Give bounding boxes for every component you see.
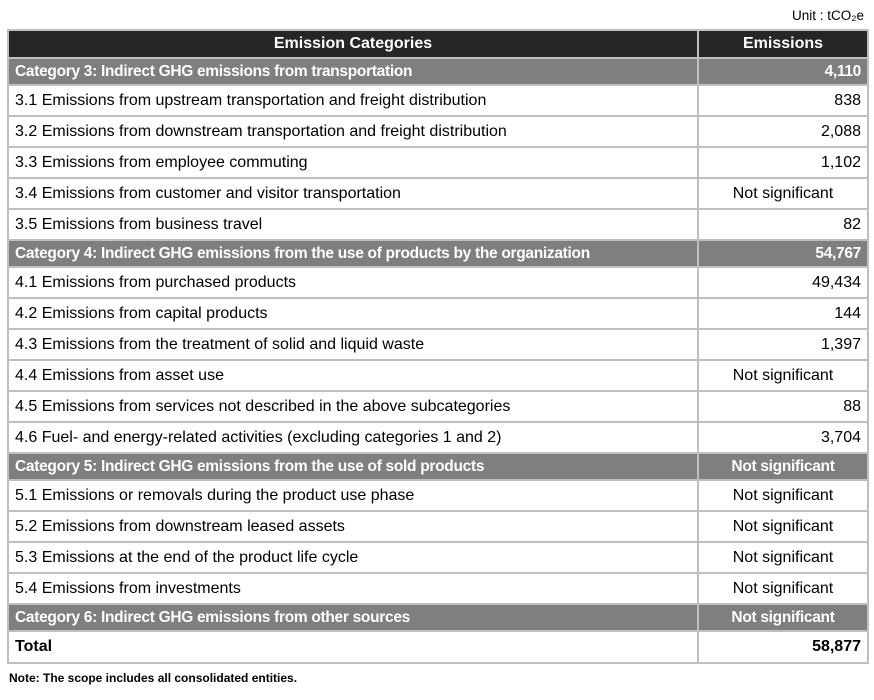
emission-category-label-cell: 3.3 Emissions from employee commuting: [8, 147, 698, 178]
table-row-item: [8, 209, 868, 240]
table-row-item: [8, 542, 868, 573]
emissions-value-cell: 58,877: [698, 631, 868, 663]
emission-category-label-cell: 5.3 Emissions at the end of the product life cycle: [8, 542, 698, 573]
emissions-value-cell: 2,088: [698, 116, 868, 147]
table-row-item: [8, 267, 868, 298]
emission-category-label-cell: Total: [8, 631, 698, 663]
note-text: Note: The scope includes all consolidated entities.: [9, 671, 298, 685]
emissions-value-cell: Not significant: [698, 480, 868, 511]
column-header-emission-categories: Emission Categories: [8, 30, 698, 58]
table-row-category: [8, 604, 868, 631]
table-row-item: [8, 116, 868, 147]
emissions-value-cell: 144: [698, 298, 868, 329]
emission-category-label-cell: Category 4: Indirect GHG emissions from the use of products by the organization: [8, 240, 698, 267]
emission-category-label-cell: 4.1 Emissions from purchased products: [8, 267, 698, 298]
emissions-value-cell: 82: [698, 209, 868, 240]
emissions-table: [7, 29, 869, 664]
emissions-value-cell: 4,110: [698, 58, 868, 85]
table-row-item: [8, 178, 868, 209]
column-header-emissions: Emissions: [698, 30, 868, 58]
emissions-value-cell: Not significant: [698, 511, 868, 542]
emissions-value-cell: Not significant: [698, 453, 868, 480]
emission-category-label-cell: 5.1 Emissions or removals during the product use phase: [8, 480, 698, 511]
emission-category-label-cell: 4.3 Emissions from the treatment of solid and liquid waste: [8, 329, 698, 360]
emission-category-label-cell: 3.5 Emissions from business travel: [8, 209, 698, 240]
emissions-value-cell: 88: [698, 391, 868, 422]
emissions-value-cell: 838: [698, 85, 868, 116]
table-row-item: [8, 480, 868, 511]
emission-category-label-cell: 3.2 Emissions from downstream transportation and freight distribution: [8, 116, 698, 147]
table-header-row: [8, 30, 868, 58]
table-row-category: [8, 240, 868, 267]
table-row-item: [8, 329, 868, 360]
table-row-item: [8, 511, 868, 542]
table-row-item: [8, 360, 868, 391]
table-row-item: [8, 573, 868, 604]
emissions-value-cell: 3,704: [698, 422, 868, 453]
emissions-value-cell: Not significant: [698, 178, 868, 209]
emissions-value-cell: Not significant: [698, 604, 868, 631]
emission-category-label-cell: 5.2 Emissions from downstream leased assets: [8, 511, 698, 542]
emissions-value-cell: Not significant: [698, 542, 868, 573]
emission-category-label-cell: 4.6 Fuel- and energy-related activities (excluding categories 1 and 2): [8, 422, 698, 453]
emission-category-label-cell: Category 3: Indirect GHG emissions from transportation: [8, 58, 698, 85]
table-row-item: [8, 298, 868, 329]
table-row-item: [8, 85, 868, 116]
emissions-value-cell: 1,397: [698, 329, 868, 360]
emission-category-label-cell: 4.4 Emissions from asset use: [8, 360, 698, 391]
emissions-value-cell: 54,767: [698, 240, 868, 267]
table-row-item: [8, 422, 868, 453]
emission-category-label-cell: Category 5: Indirect GHG emissions from the use of sold products: [8, 453, 698, 480]
table-row-total: [8, 631, 868, 663]
table-body: [8, 58, 868, 663]
unit-label: Unit : tCO₂e: [791, 8, 864, 23]
table-row-category: [8, 453, 868, 480]
emission-category-label-cell: 3.4 Emissions from customer and visitor transportation: [8, 178, 698, 209]
emissions-value-cell: Not significant: [698, 360, 868, 391]
emission-category-label-cell: Category 6: Indirect GHG emissions from other sources: [8, 604, 698, 631]
emissions-value-cell: 49,434: [698, 267, 868, 298]
emission-category-label-cell: 3.1 Emissions from upstream transportation and freight distribution: [8, 85, 698, 116]
table-row-item: [8, 391, 868, 422]
table-row-category: [8, 58, 868, 85]
emission-category-label-cell: 5.4 Emissions from investments: [8, 573, 698, 604]
emission-category-label-cell: 4.2 Emissions from capital products: [8, 298, 698, 329]
table-row-item: [8, 147, 868, 178]
emission-category-label-cell: 4.5 Emissions from services not described in the above subcategories: [8, 391, 698, 422]
emissions-value-cell: Not significant: [698, 573, 868, 604]
emissions-value-cell: 1,102: [698, 147, 868, 178]
